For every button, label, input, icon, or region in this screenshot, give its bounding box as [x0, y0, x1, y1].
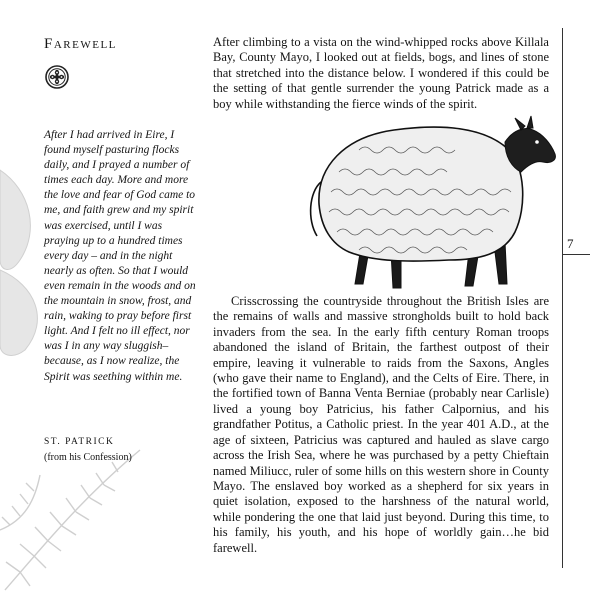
celtic-knot-icon	[45, 65, 69, 89]
page-number-rule	[562, 254, 590, 255]
confession-quote: After I had arrived in Eire, I found myself pasturing flocks daily, and I prayed a number of times each day. More and more the love and fear of God came to me, and faith grew and my spirit was exercised, until I was praying up to a hundred times every day – and in the night nearly as often. So that I would even remain in the woods and on the mountain in snow, frost, and rain, waking to pray before first light. And I felt no ill effect, nor was I in any way sluggish–because, as I now realize, the Spirit was seething within me.	[44, 129, 196, 383]
body-paragraph-2: Crisscrossing the countryside throughout the British Isles are the remains of walls and massive strongholds built to hold back invaders from the sea. In the early fifth century Roman troops abandoned the island of Britain, the farthest outpost of their empire, leaving it vulnerable to raids from the Saxons, Angles (who gave their name to England), and the Celts of Eire. There, in the fortified town of Banna Venta Berniae (probably near Carlisle) lived a young boy Patricius, his father Calpornius, and his grandfather Potitus, a Catholic priest. In the year 401 A.D., at the age of sixteen, Patricius was captured and hauled as slave cargo across the Irish Sea, where he was purchased by a petty Chieftain named Miliucc, ruler of some hills on this western shore in County Mayo. The enslaved boy worked as a shepherd for six years in quiet isolation, exposed to the harshness of the natural world, while pondering the one that laid just beyond. During this time, to his family, his youth, and his hope of worldly gain…he bid farewell.	[213, 294, 549, 555]
quote-author: ST. PATRICK	[44, 437, 115, 447]
body-paragraph-1: After climbing to a vista on the wind-whipped rocks above Killala Bay, County Mayo, I looked out at fields, bogs, and lines of stone that stretched into the distance below. I wondered if this could be the setting of that gentle surrender the young Patrick made as a boy while withstanding the fierce winds of the spirit.	[213, 35, 549, 111]
body-text	[213, 35, 549, 556]
chapter-title: Farewell	[44, 36, 117, 52]
sheep-illustration	[299, 112, 557, 294]
page-number: 7	[567, 236, 574, 251]
margin-rule	[562, 28, 563, 568]
quote-attribution	[44, 435, 204, 465]
quote-source: (from his Confession)	[44, 452, 132, 463]
